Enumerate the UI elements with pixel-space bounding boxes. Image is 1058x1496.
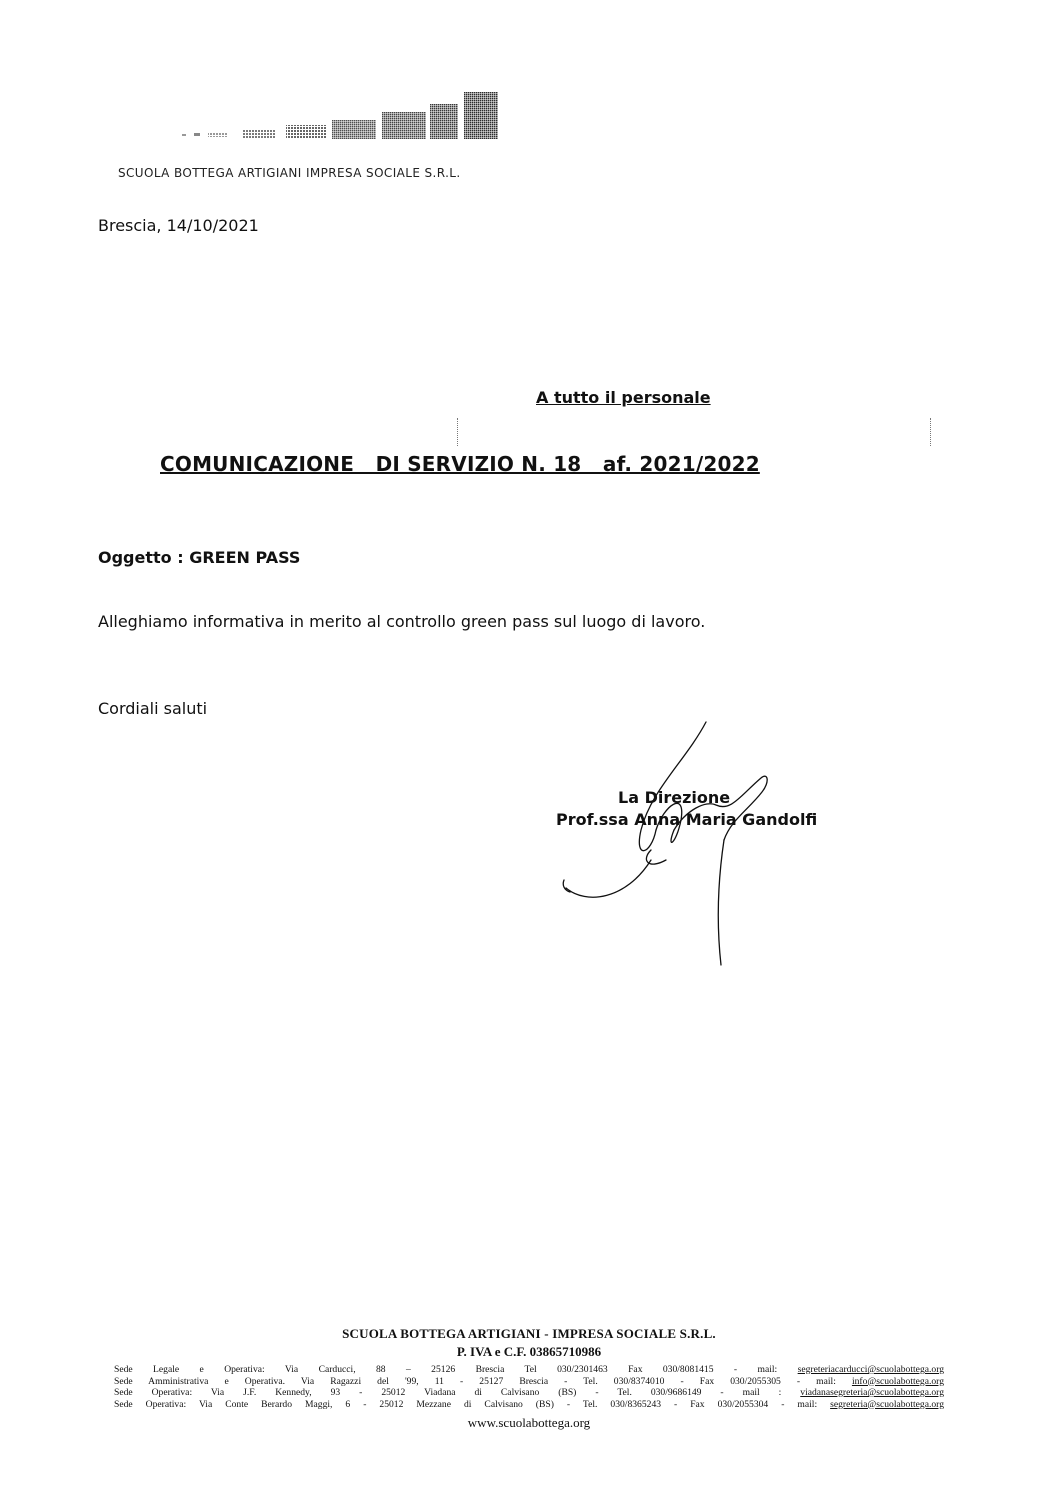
letter-recipient: A tutto il personale (536, 388, 711, 407)
letter-subject: Oggetto : GREEN PASS (98, 548, 301, 567)
footer-org-name: SCUOLA BOTTEGA ARTIGIANI - IMPRESA SOCIALE S.R.L. (342, 1326, 716, 1341)
school-logo-stripes-icon (180, 88, 520, 148)
footer-website-link[interactable]: www.scuolabottega.org (467, 1415, 591, 1430)
scan-mark (930, 418, 932, 446)
email-link[interactable]: viadanasegreteria@scuolabottega.org (800, 1387, 944, 1398)
page-footer (0, 1326, 1058, 1431)
email-link[interactable]: segreteria@scuolabottega.org (830, 1398, 944, 1410)
footer-address-line: Sede Operativa: Via Conte Berardo Maggi, 6 - 25012 Mezzane di Calvisano (BS) - Tel. 030/8365243 - Fax 030/2055304 - mail: segreteria@scuolabottega.org (114, 1398, 944, 1410)
letter-closing: Cordiali saluti (98, 699, 208, 718)
email-link[interactable]: info@scuolabottega.org (851, 1375, 944, 1387)
footer-address-line: Sede Legale e Operativa: Via Carducci, 88 – 25126 Brescia Tel 030/2301463 Fax 030/8081415 - mail: segreteriacarducci@scuolabottega.org (114, 1364, 945, 1375)
footer-vat-number: P. IVA e C.F. 03865710986 (456, 1344, 602, 1359)
header-org-name: SCUOLA BOTTEGA ARTIGIANI IMPRESA SOCIALE S.R.L. (118, 166, 461, 180)
footer-addresses (114, 1364, 944, 1410)
handwritten-signature-icon (556, 720, 776, 970)
letter-body: Alleghiamo informativa in merito al controllo green pass sul luogo di lavoro. (98, 612, 706, 631)
signer-name: Prof.ssa Anna Maria Gandolfi (556, 810, 818, 829)
footer-address-line: Sede Operativa: Via J.F. Kennedy, 93 - 25012 Viadana di Calvisano (BS) - Tel. 030/9686149 - mail : viadanasegreteria@scuolabottega.org (114, 1387, 944, 1398)
signer-role: La Direzione (618, 788, 731, 807)
page-title: COMUNICAZIONE DI SERVIZIO N. 18 af. 2021/2022 (160, 452, 760, 476)
email-link[interactable]: segreteriacarducci@scuolabottega.org (797, 1364, 945, 1375)
footer-address-line: Sede Amministrativa e Operativa. Via Ragazzi del '99, 11 - 25127 Brescia - Tel. 030/8374010 - Fax 030/2055305 - mail: info@scuolabottega.org (114, 1375, 944, 1387)
scan-mark (457, 418, 459, 446)
letter-date: Brescia, 14/10/2021 (98, 216, 259, 235)
